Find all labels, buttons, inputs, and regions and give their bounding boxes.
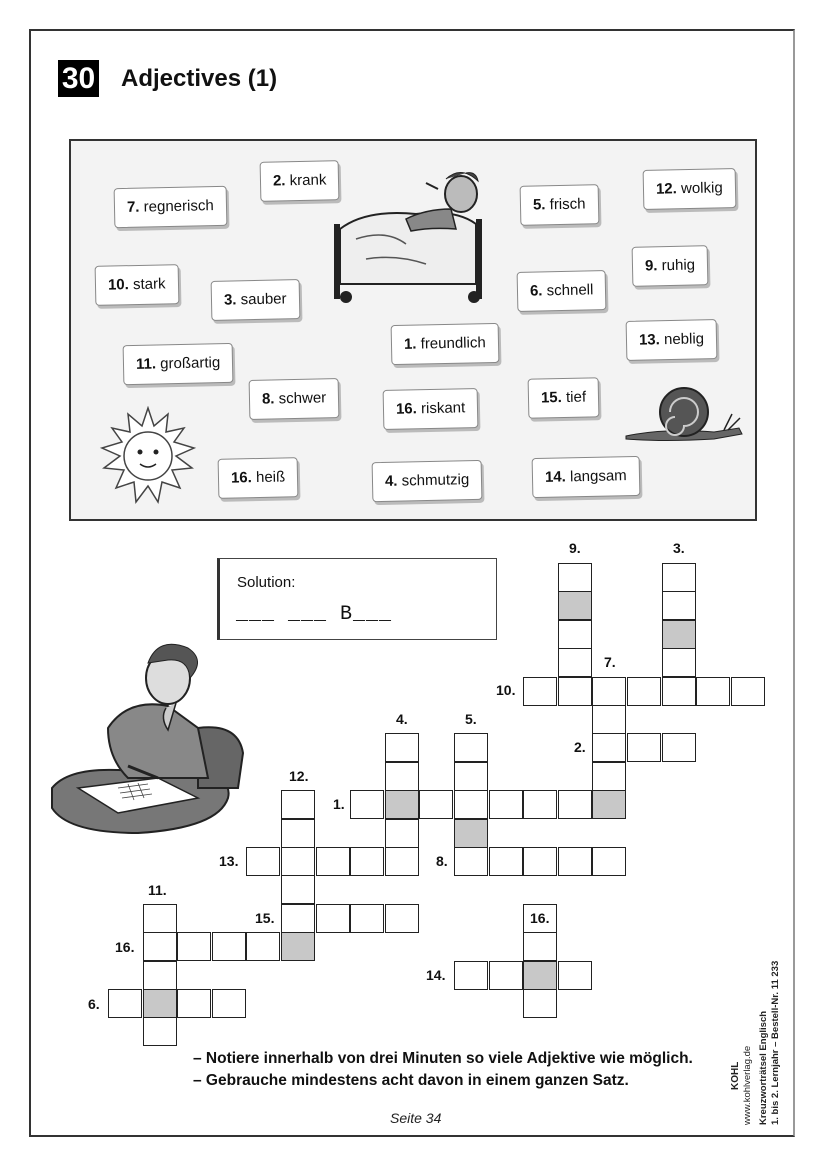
crossword-cell[interactable] bbox=[558, 620, 592, 649]
imprint-level: 1. bis 2. Lernjahr – Bestell-Nr. 11 233 bbox=[770, 960, 781, 1125]
crossword-cell[interactable] bbox=[281, 875, 315, 904]
crossword-cell[interactable] bbox=[385, 904, 419, 933]
crossword-cell[interactable] bbox=[592, 677, 626, 706]
crossword-cell[interactable] bbox=[489, 847, 523, 876]
crossword-cell[interactable] bbox=[523, 932, 557, 961]
crossword-cell-solution[interactable] bbox=[143, 989, 177, 1018]
clue-number: 15. bbox=[255, 910, 275, 926]
solution-label: Solution: bbox=[237, 574, 296, 591]
clue-number: 13. bbox=[219, 853, 239, 869]
crossword-cell[interactable] bbox=[662, 733, 696, 762]
crossword-cell[interactable] bbox=[143, 961, 177, 990]
clue-number: 5. bbox=[465, 711, 477, 727]
word-card: 10. stark bbox=[95, 264, 179, 306]
solution-blanks[interactable]: ___ ___ B___ bbox=[236, 603, 393, 626]
crossword-cell[interactable] bbox=[246, 847, 280, 876]
imprint-website: www.kohlverlag.de bbox=[742, 1045, 753, 1125]
crossword-cell[interactable] bbox=[385, 733, 419, 762]
clue-number: 3. bbox=[673, 540, 685, 556]
word-card: 15. tief bbox=[528, 377, 600, 418]
crossword-cell[interactable] bbox=[350, 790, 384, 819]
crossword-cell[interactable] bbox=[523, 677, 557, 706]
crossword-cell[interactable] bbox=[177, 989, 211, 1018]
crossword-cell[interactable] bbox=[177, 932, 211, 961]
crossword-cell[interactable] bbox=[627, 677, 661, 706]
thinking-student-illustration bbox=[48, 638, 248, 838]
word-card: 5. frisch bbox=[520, 184, 599, 226]
instruction-line: – Gebrauche mindestens acht davon in einem ganzen Satz. bbox=[193, 1072, 629, 1089]
clue-number: 2. bbox=[574, 739, 586, 755]
worksheet-number: 30 bbox=[58, 60, 99, 97]
word-card: 11. großartig bbox=[123, 343, 234, 385]
crossword-cell[interactable] bbox=[281, 904, 315, 933]
crossword-cell[interactable] bbox=[592, 847, 626, 876]
crossword-cell[interactable] bbox=[662, 648, 696, 677]
clue-number: 14. bbox=[426, 967, 446, 983]
instructions bbox=[193, 1048, 693, 1092]
crossword-cell[interactable] bbox=[662, 563, 696, 592]
clue-number: 16. bbox=[530, 910, 550, 926]
crossword-cell-solution[interactable] bbox=[454, 819, 488, 848]
crossword-cell[interactable] bbox=[662, 677, 696, 706]
word-card: 8. schwer bbox=[249, 378, 340, 420]
crossword-cell[interactable] bbox=[316, 904, 350, 933]
clue-number: 8. bbox=[436, 853, 448, 869]
crossword-cell[interactable] bbox=[454, 847, 488, 876]
crossword-cell[interactable] bbox=[454, 961, 488, 990]
crossword-cell[interactable] bbox=[523, 790, 557, 819]
imprint-title: Kreuzworträtsel Englisch bbox=[758, 1010, 769, 1125]
clue-number: 7. bbox=[604, 654, 616, 670]
sick-person-bed-illustration bbox=[326, 169, 496, 309]
word-card: 6. schnell bbox=[517, 270, 607, 312]
crossword-cell[interactable] bbox=[143, 904, 177, 933]
clue-number: 4. bbox=[396, 711, 408, 727]
clue-number: 10. bbox=[496, 682, 516, 698]
crossword-cell[interactable] bbox=[592, 733, 626, 762]
instruction-line: – Notiere innerhalb von drei Minuten so viele Adjektive wie möglich. bbox=[193, 1050, 693, 1067]
crossword-cell[interactable] bbox=[558, 563, 592, 592]
crossword-cell[interactable] bbox=[212, 932, 246, 961]
crossword-cell[interactable] bbox=[523, 847, 557, 876]
crossword-cell-solution[interactable] bbox=[592, 790, 626, 819]
snail-icon bbox=[624, 384, 744, 444]
crossword-cell-solution[interactable] bbox=[523, 961, 557, 990]
clue-number: 11. bbox=[148, 882, 167, 898]
clue-number: 12. bbox=[289, 768, 309, 784]
crossword-cell[interactable] bbox=[489, 961, 523, 990]
sun-icon bbox=[98, 406, 198, 506]
crossword-cell[interactable] bbox=[350, 904, 384, 933]
crossword-cell[interactable] bbox=[558, 790, 592, 819]
crossword-cell[interactable] bbox=[454, 762, 488, 791]
crossword-cell[interactable] bbox=[627, 733, 661, 762]
crossword-cell[interactable] bbox=[558, 961, 592, 990]
crossword-cell[interactable] bbox=[489, 790, 523, 819]
solution-box bbox=[217, 558, 497, 640]
crossword-cell-solution[interactable] bbox=[558, 591, 592, 620]
crossword-cell[interactable] bbox=[419, 790, 453, 819]
crossword-cell[interactable] bbox=[558, 847, 592, 876]
crossword-cell[interactable] bbox=[108, 989, 142, 1018]
crossword-cell[interactable] bbox=[316, 847, 350, 876]
word-card-panel bbox=[69, 139, 757, 521]
clue-number: 9. bbox=[569, 540, 581, 556]
crossword-cell[interactable] bbox=[592, 705, 626, 734]
page-number: Seite 34 bbox=[390, 1110, 442, 1126]
word-card: 2. krank bbox=[260, 160, 340, 202]
side-imprint bbox=[730, 960, 790, 1130]
crossword-cell-solution[interactable] bbox=[385, 790, 419, 819]
crossword-cell[interactable] bbox=[558, 677, 592, 706]
crossword-cell[interactable] bbox=[523, 989, 557, 1018]
crossword-cell[interactable] bbox=[143, 932, 177, 961]
clue-number: 16. bbox=[115, 939, 135, 955]
crossword-cell[interactable] bbox=[385, 762, 419, 791]
word-card: 7. regnerisch bbox=[114, 186, 228, 228]
word-card: 9. ruhig bbox=[632, 245, 709, 287]
crossword-cell-solution[interactable] bbox=[662, 620, 696, 649]
worksheet-title: Adjectives (1) bbox=[121, 65, 278, 92]
crossword-cell[interactable] bbox=[143, 1017, 177, 1046]
word-card: 16. riskant bbox=[383, 388, 479, 430]
crossword-cell[interactable] bbox=[246, 932, 280, 961]
crossword-cell[interactable] bbox=[558, 648, 592, 677]
crossword-cell[interactable] bbox=[350, 847, 384, 876]
crossword-cell[interactable] bbox=[662, 591, 696, 620]
word-card: 14. langsam bbox=[532, 456, 641, 498]
publisher-logo: KOHL bbox=[730, 1061, 741, 1090]
word-card: 4. schmutzig bbox=[372, 460, 483, 502]
word-card: 16. heiß bbox=[218, 457, 299, 499]
crossword-cell[interactable] bbox=[385, 847, 419, 876]
crossword-cell[interactable] bbox=[696, 677, 730, 706]
crossword-cell[interactable] bbox=[454, 790, 488, 819]
crossword-cell[interactable] bbox=[454, 733, 488, 762]
word-card: 1. freundlich bbox=[391, 323, 500, 365]
crossword-cell-solution[interactable] bbox=[281, 932, 315, 961]
crossword-cell[interactable] bbox=[731, 677, 765, 706]
crossword-cell[interactable] bbox=[281, 819, 315, 848]
word-card: 13. neblig bbox=[626, 319, 718, 361]
crossword-cell[interactable] bbox=[212, 989, 246, 1018]
clue-number: 6. bbox=[88, 996, 100, 1012]
crossword-cell[interactable] bbox=[281, 790, 315, 819]
word-card: 3. sauber bbox=[211, 279, 300, 321]
word-card: 12. wolkig bbox=[643, 168, 737, 210]
crossword-cell[interactable] bbox=[385, 819, 419, 848]
crossword-cell[interactable] bbox=[281, 847, 315, 876]
crossword-cell[interactable] bbox=[592, 762, 626, 791]
clue-number: 1. bbox=[333, 796, 345, 812]
